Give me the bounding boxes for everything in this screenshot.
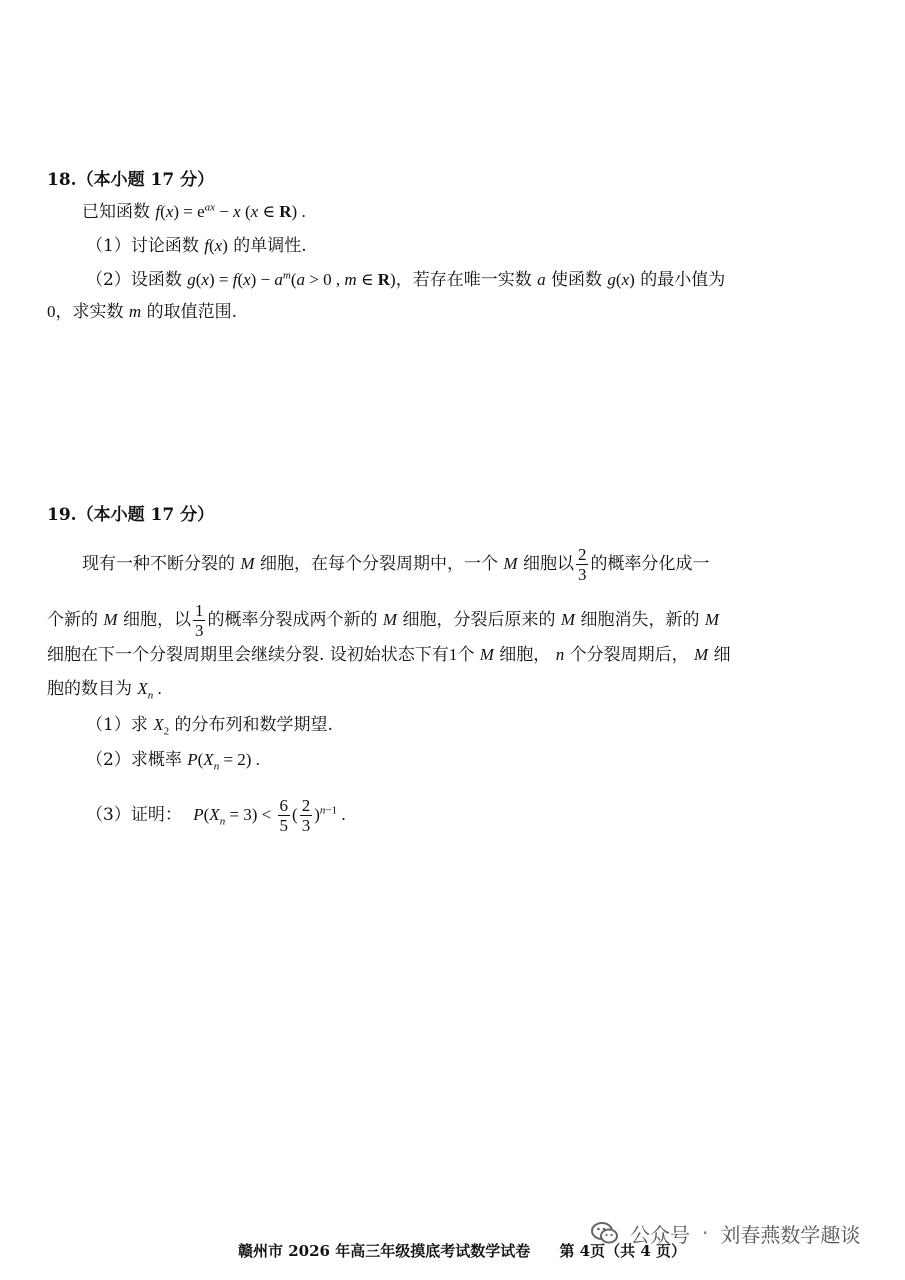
q19-part2-label: （2）求概率 <box>86 750 182 770</box>
q19-part3-label: （3）证明： <box>86 805 182 825</box>
q18-part1-suffix: 的单调性. <box>233 236 307 256</box>
q19-part2: （2）求概率 $P(X_n = 2)$ . <box>86 750 260 773</box>
q18-part1-label: （1）讨论函数 <box>86 236 199 256</box>
q19-stem-line2: 个新的 M 细胞，以 $\frac{1}{3}$ 的概率分裂成两个新的 M 细胞，分裂后原来的 M 细胞消失，新的 M <box>47 601 720 640</box>
q18-part2-cont: ，求实数 <box>55 302 124 322</box>
footer-exam-title: 赣州市 2026 年高三年级摸底考试数学试卷 <box>238 1242 531 1260</box>
fraction-six-fifths: $\frac{6}{5}$ <box>279 796 289 835</box>
q19-text-14: 细 <box>713 645 731 665</box>
q18-function-f-formula: f <box>155 202 161 221</box>
fraction-two-thirds-power: $\frac{2}{3}$ <box>301 796 311 835</box>
q19-text-10: 细胞在下一个分裂周期里会继续分裂. 设初始状态下有 <box>47 645 449 665</box>
q19-stem-line4: 胞的数目为 $X_n$ . <box>47 679 162 702</box>
q18-part2-end: 的取值范围. <box>146 302 237 322</box>
q18-stem-prefix: 已知函数 <box>82 202 150 222</box>
watermark-source: 公众号 <box>630 1222 690 1247</box>
q18-part2-continued: 0，求实数 m 的取值范围. <box>47 302 237 322</box>
watermark-separator: · <box>702 1221 709 1245</box>
q19-text-4: 的概率分化成一 <box>590 554 710 574</box>
q18-stem: 已知函数 $f(x) = e^{ax} - x$ (x ∈ R) . <box>82 201 306 222</box>
q19-part1-suffix: 的分布列和数学期望. <box>174 715 333 735</box>
q18-heading: 18.（本小题 17 分） <box>47 170 215 190</box>
q19-text-3: 细胞以 <box>522 554 574 574</box>
q19-part3: （3）证明： $P(X_n = 3)$ < $\frac{6}{5}$ ( $\frac{2}{3}$ )$^{n-1}$ . <box>86 796 346 835</box>
q19-heading: 19.（本小题 17 分） <box>47 505 215 525</box>
q18-part2-mid2: 使函数 <box>551 270 603 290</box>
fraction-one-third: $\frac{1}{3}$ <box>194 601 204 640</box>
q19-text-1: 现有一种不断分裂的 <box>82 554 235 574</box>
wechat-icon <box>590 1218 620 1248</box>
q18-part2: （2）设函数 $g(x) = f(x) - a^m(a > 0$ , m ∈ R)，若存在唯一实数 a 使函数 g(x) 的最小值为 <box>86 269 726 290</box>
q19-text-12: 细胞， <box>499 645 551 665</box>
q18-part1: （1）讨论函数 f(x) 的单调性. <box>86 236 307 256</box>
q18-part2-mid: ，若存在唯一实数 <box>395 270 532 290</box>
q18-part2-suffix: 的最小值为 <box>640 270 726 290</box>
q19-text-7: 的概率分裂成两个新的 <box>207 610 378 630</box>
q19-text-8: 细胞，分裂后原来的 <box>402 610 556 630</box>
q19-part1-label: （1）求 <box>86 715 148 735</box>
watermark-author: 刘春燕数学趣谈 <box>720 1222 861 1247</box>
q18-part2-label: （2）设函数 <box>86 270 182 290</box>
q19-text-13: 个分裂周期后， <box>569 645 689 665</box>
watermark <box>590 1218 860 1248</box>
q19-text-9: 细胞消失，新的 <box>580 610 700 630</box>
q19-text-11: 个 <box>457 645 475 665</box>
q19-text-2: 细胞，在每个分裂周期中，一个 <box>259 554 498 574</box>
q19-text-6: 细胞，以 <box>122 610 191 630</box>
q19-stem-line3: 细胞在下一个分裂周期里会继续分裂. 设初始状态下有1个 M 细胞， n 个分裂周期后， M 细 <box>47 645 731 665</box>
fraction-two-thirds: $\frac{2}{3}$ <box>577 545 587 584</box>
q19-text-5: 个新的 <box>47 610 98 630</box>
q19-part1: （1）求 $X_2$ 的分布列和数学期望. <box>86 715 333 738</box>
footer-page-number: 第 4页（共 4 页） <box>559 1242 686 1260</box>
q19-text-15: 胞的数目为 <box>47 679 132 699</box>
q19-stem-line1: 现有一种不断分裂的 M 细胞，在每个分裂周期中，一个 M 细胞以 $\frac{2}{3}$ 的概率分化成一 <box>82 545 710 584</box>
